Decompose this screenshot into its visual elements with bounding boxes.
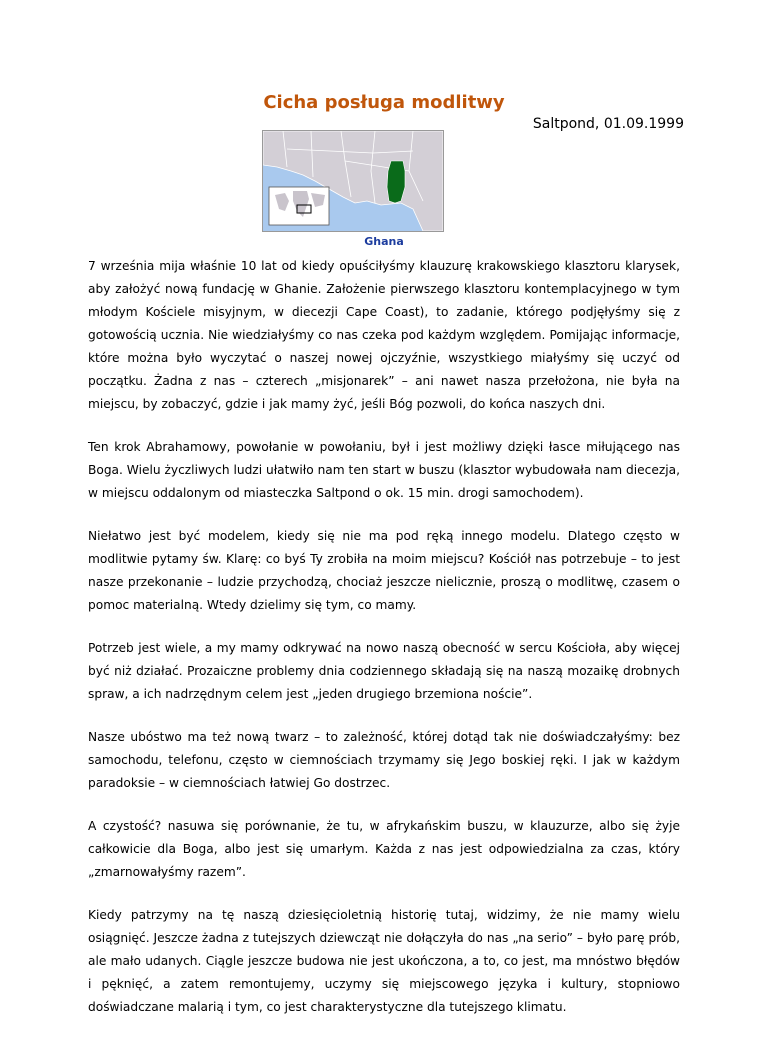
article-body xyxy=(88,255,680,1039)
paragraph: Nasze ubóstwo ma też nową twarz – to zależność, której dotąd tak nie doświadczałyśmy: bez samochodu, telefonu, często w ciemnościach trzymamy się Jego boskiej ręki. I jak w każdym paradoksie – w ciemnościach łatwiej Go dostrzec. xyxy=(88,730,680,790)
paragraph: Potrzeb jest wiele, a my mamy odkrywać na nowo naszą obecność w sercu Kościoła, aby więcej być niż działać. Prozaiczne problemy dnia codziennego składają się na naszą mozaikę drobnych spraw, a ich nadrzędnym celem jest „jeden drugiego brzemiona noście”. xyxy=(88,641,680,701)
paragraph: 7 września mija właśnie 10 lat od kiedy opuściłyśmy klauzurę krakowskiego klasztoru klarysek, aby założyć nową fundację w Ghanie. Założenie pierwszego klasztoru kontemplacyjnego w tym młodym Kościele misyjnym, w diecezji Cape Coast), to zadanie, którego podjęłyśmy się z gotowością ucznia. Nie wiedziałyśmy co nas czeka pod każdym względem. Pomijając informacje, które można było wyczytać o naszej nowej ojczyźnie, wszystkiego miałyśmy się uczyć od początku. Żadna z nas – czterech „misjonarek” – ani nawet nasza przełożona, nie była na miejscu, by zobaczyć, gdzie i jak mamy żyć, jeśli Bóg pozwoli, do końca naszych dni. xyxy=(88,259,680,411)
paragraph: A czystość? nasuwa się porównanie, że tu, w afrykańskim buszu, w klauzurze, albo się żyje całkowicie dla Boga, albo jest się umarłym. Każda z nas jest odpowiedzialna za czas, który „zmarnowałyśmy razem”. xyxy=(88,819,680,879)
dateline: Saltpond, 01.09.1999 xyxy=(532,116,684,132)
paragraph: Niełatwo jest być modelem, kiedy się nie ma pod ręką innego modelu. Dlatego często w modlitwie pytamy św. Klarę: co byś Ty zrobiła na moim miejscu? Kościół nas potrzebuje – to jest nasze przekonanie – ludzie przychodzą, chociaż jeszcze nielicznie, proszą o modlitwę, czasem o pomoc materialną. Wtedy dzielimy się tym, co mamy. xyxy=(88,529,680,612)
paragraph: Ten krok Abrahamowy, powołanie w powołaniu, był i jest możliwy dzięki łasce miłującego nas Boga. Wielu życzliwych ludzi ułatwiło nam ten start w buszu (klasztor wybudowała nam diecezja, w miejscu oddalonym od miasteczka Saltpond o ok. 15 min. drogi samochodem). xyxy=(88,440,680,500)
map-of-ghana-icon xyxy=(263,131,443,231)
paragraph: Kiedy patrzymy na tę naszą dziesięcioletnią historię tutaj, widzimy, że nie mamy wielu osiągnięć. Jeszcze żadna z tutejszych dziewcząt nie dołączyła do nas „na serio” – było parę prób, ale mało udanych. Ciągle jeszcze budowa nie jest ukończona, a to, co jest, ma mnóstwo błędów i pęknięć, a zatem remontujemy, uczymy się miejscowego języka i kultury, stopniowo doświadczane malarią i tym, co jest charakterystyczne dla tutejszego klimatu. xyxy=(88,908,680,1014)
article-title: Cicha posługa modlitwy xyxy=(263,92,505,113)
ghana-map-image xyxy=(262,130,444,232)
map-caption: Ghana xyxy=(364,235,404,248)
